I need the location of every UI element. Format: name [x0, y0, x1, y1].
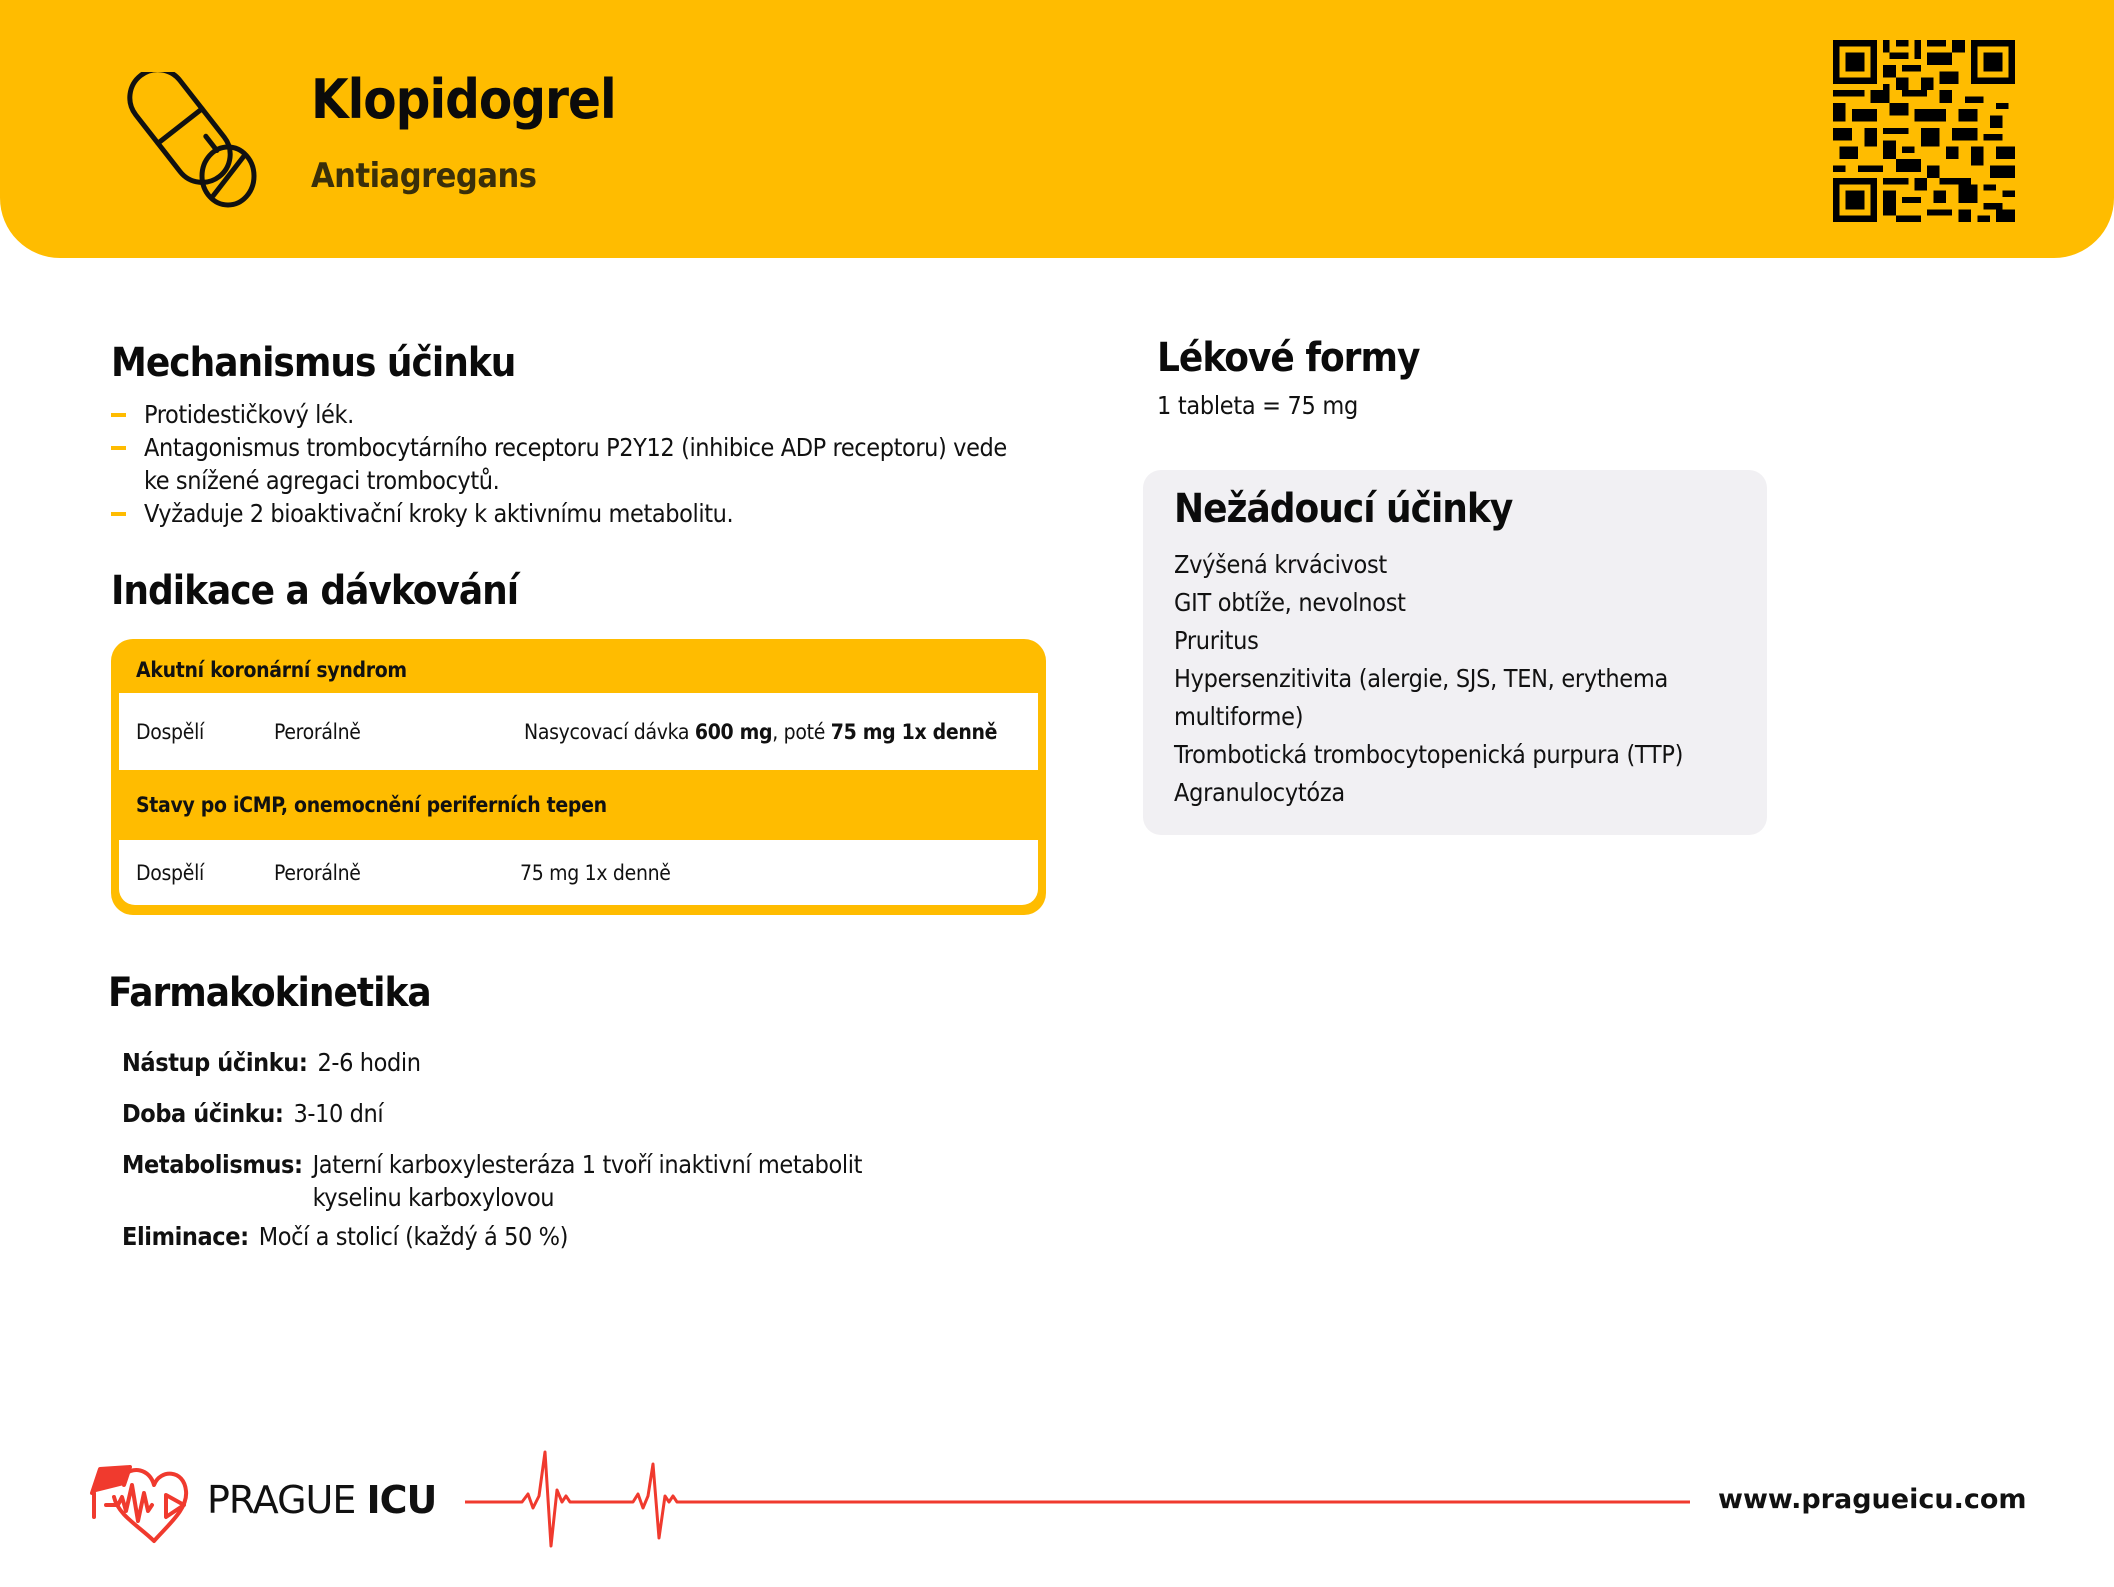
pharmacokinetics-section	[108, 970, 1008, 1271]
list-item: GIT obtíže, nevolnost	[1174, 588, 1406, 617]
indications-section	[111, 568, 518, 614]
mechanism-list	[111, 398, 1071, 530]
bullet-dash-icon	[111, 446, 126, 450]
bullet-dash-icon	[111, 512, 126, 516]
drug-class: Antiagregans	[311, 156, 537, 196]
website-link[interactable]: www.pragueicu.com	[1718, 1484, 2027, 1515]
table-row	[119, 693, 1038, 770]
pk-row-onset: Nástup účinku: 2-6 hodin	[122, 1048, 421, 1077]
bullet-dash-icon	[111, 413, 126, 417]
pharmacokinetics-heading: Farmakokinetika	[108, 970, 431, 1016]
ecg-line-icon	[465, 1450, 1690, 1550]
qr-code-icon[interactable]	[1833, 40, 2015, 222]
adverse-effects-list	[1174, 546, 1749, 812]
pk-row-duration: Doba účinku: 3-10 dní	[122, 1099, 384, 1128]
list-item: Agranulocytóza	[1174, 778, 1345, 807]
pk-row-elimination: Eliminace: Močí a stolicí (každý á 50 %)	[122, 1222, 569, 1251]
dose-cell: 75 mg 1x denně	[520, 860, 671, 885]
route-cell: Perorálně	[274, 860, 361, 885]
list-item: Zvýšená krvácivost	[1174, 550, 1387, 579]
pill-capsule-icon	[118, 72, 264, 212]
list-item: Hypersenzitivita (alergie, SJS, TEN, erythema multiforme)	[1174, 664, 1668, 731]
list-item: Vyžaduje 2 bioaktivační kroky k aktivnímu metabolitu.	[111, 497, 1071, 530]
indications-heading: Indikace a dávkování	[111, 568, 519, 614]
mechanism-section	[111, 340, 1071, 530]
dosage-forms-section	[1157, 335, 1419, 420]
adverse-effects-heading: Nežádoucí účinky	[1174, 486, 1513, 532]
prague-icu-heart-logo-icon	[88, 1455, 196, 1547]
list-item: Pruritus	[1174, 626, 1259, 655]
table-row	[119, 840, 1038, 905]
patient-cell: Dospělí	[136, 860, 204, 885]
dosage-forms-heading: Lékové formy	[1157, 335, 1420, 381]
list-item: Antagonismus trombocytárního receptoru P2Y12 (inhibice ADP receptoru) vede ke snížené agregaci trombocytů.	[111, 431, 1071, 497]
brand-name: PRAGUE ICU	[207, 1478, 437, 1522]
patient-cell: Dospělí	[136, 719, 204, 744]
drug-title: Klopidogrel	[311, 68, 616, 131]
adverse-effects-card	[1143, 470, 1767, 835]
indication-title: Akutní koronární syndrom	[136, 658, 407, 682]
list-item: Trombotická trombocytopenická purpura (TTP)	[1174, 740, 1684, 769]
indication-title: Stavy po iCMP, onemocnění periferních tepen	[136, 793, 607, 817]
dosage-form-value: 1 tableta = 75 mg	[1157, 391, 1358, 420]
route-cell: Perorálně	[274, 719, 361, 744]
pk-row-metabolism: Metabolismus: Jaterní karboxylesteráza 1 tvoří inaktivní metabolit kyselinu karboxylovou	[122, 1150, 862, 1212]
mechanism-heading: Mechanismus účinku	[111, 340, 516, 386]
dosage-table	[111, 639, 1046, 915]
list-item: Protidestičkový lék.	[111, 398, 1071, 431]
header-banner	[0, 0, 2114, 258]
dose-cell: Nasycovací dávka 600 mg, poté 75 mg 1x denně	[524, 719, 998, 744]
